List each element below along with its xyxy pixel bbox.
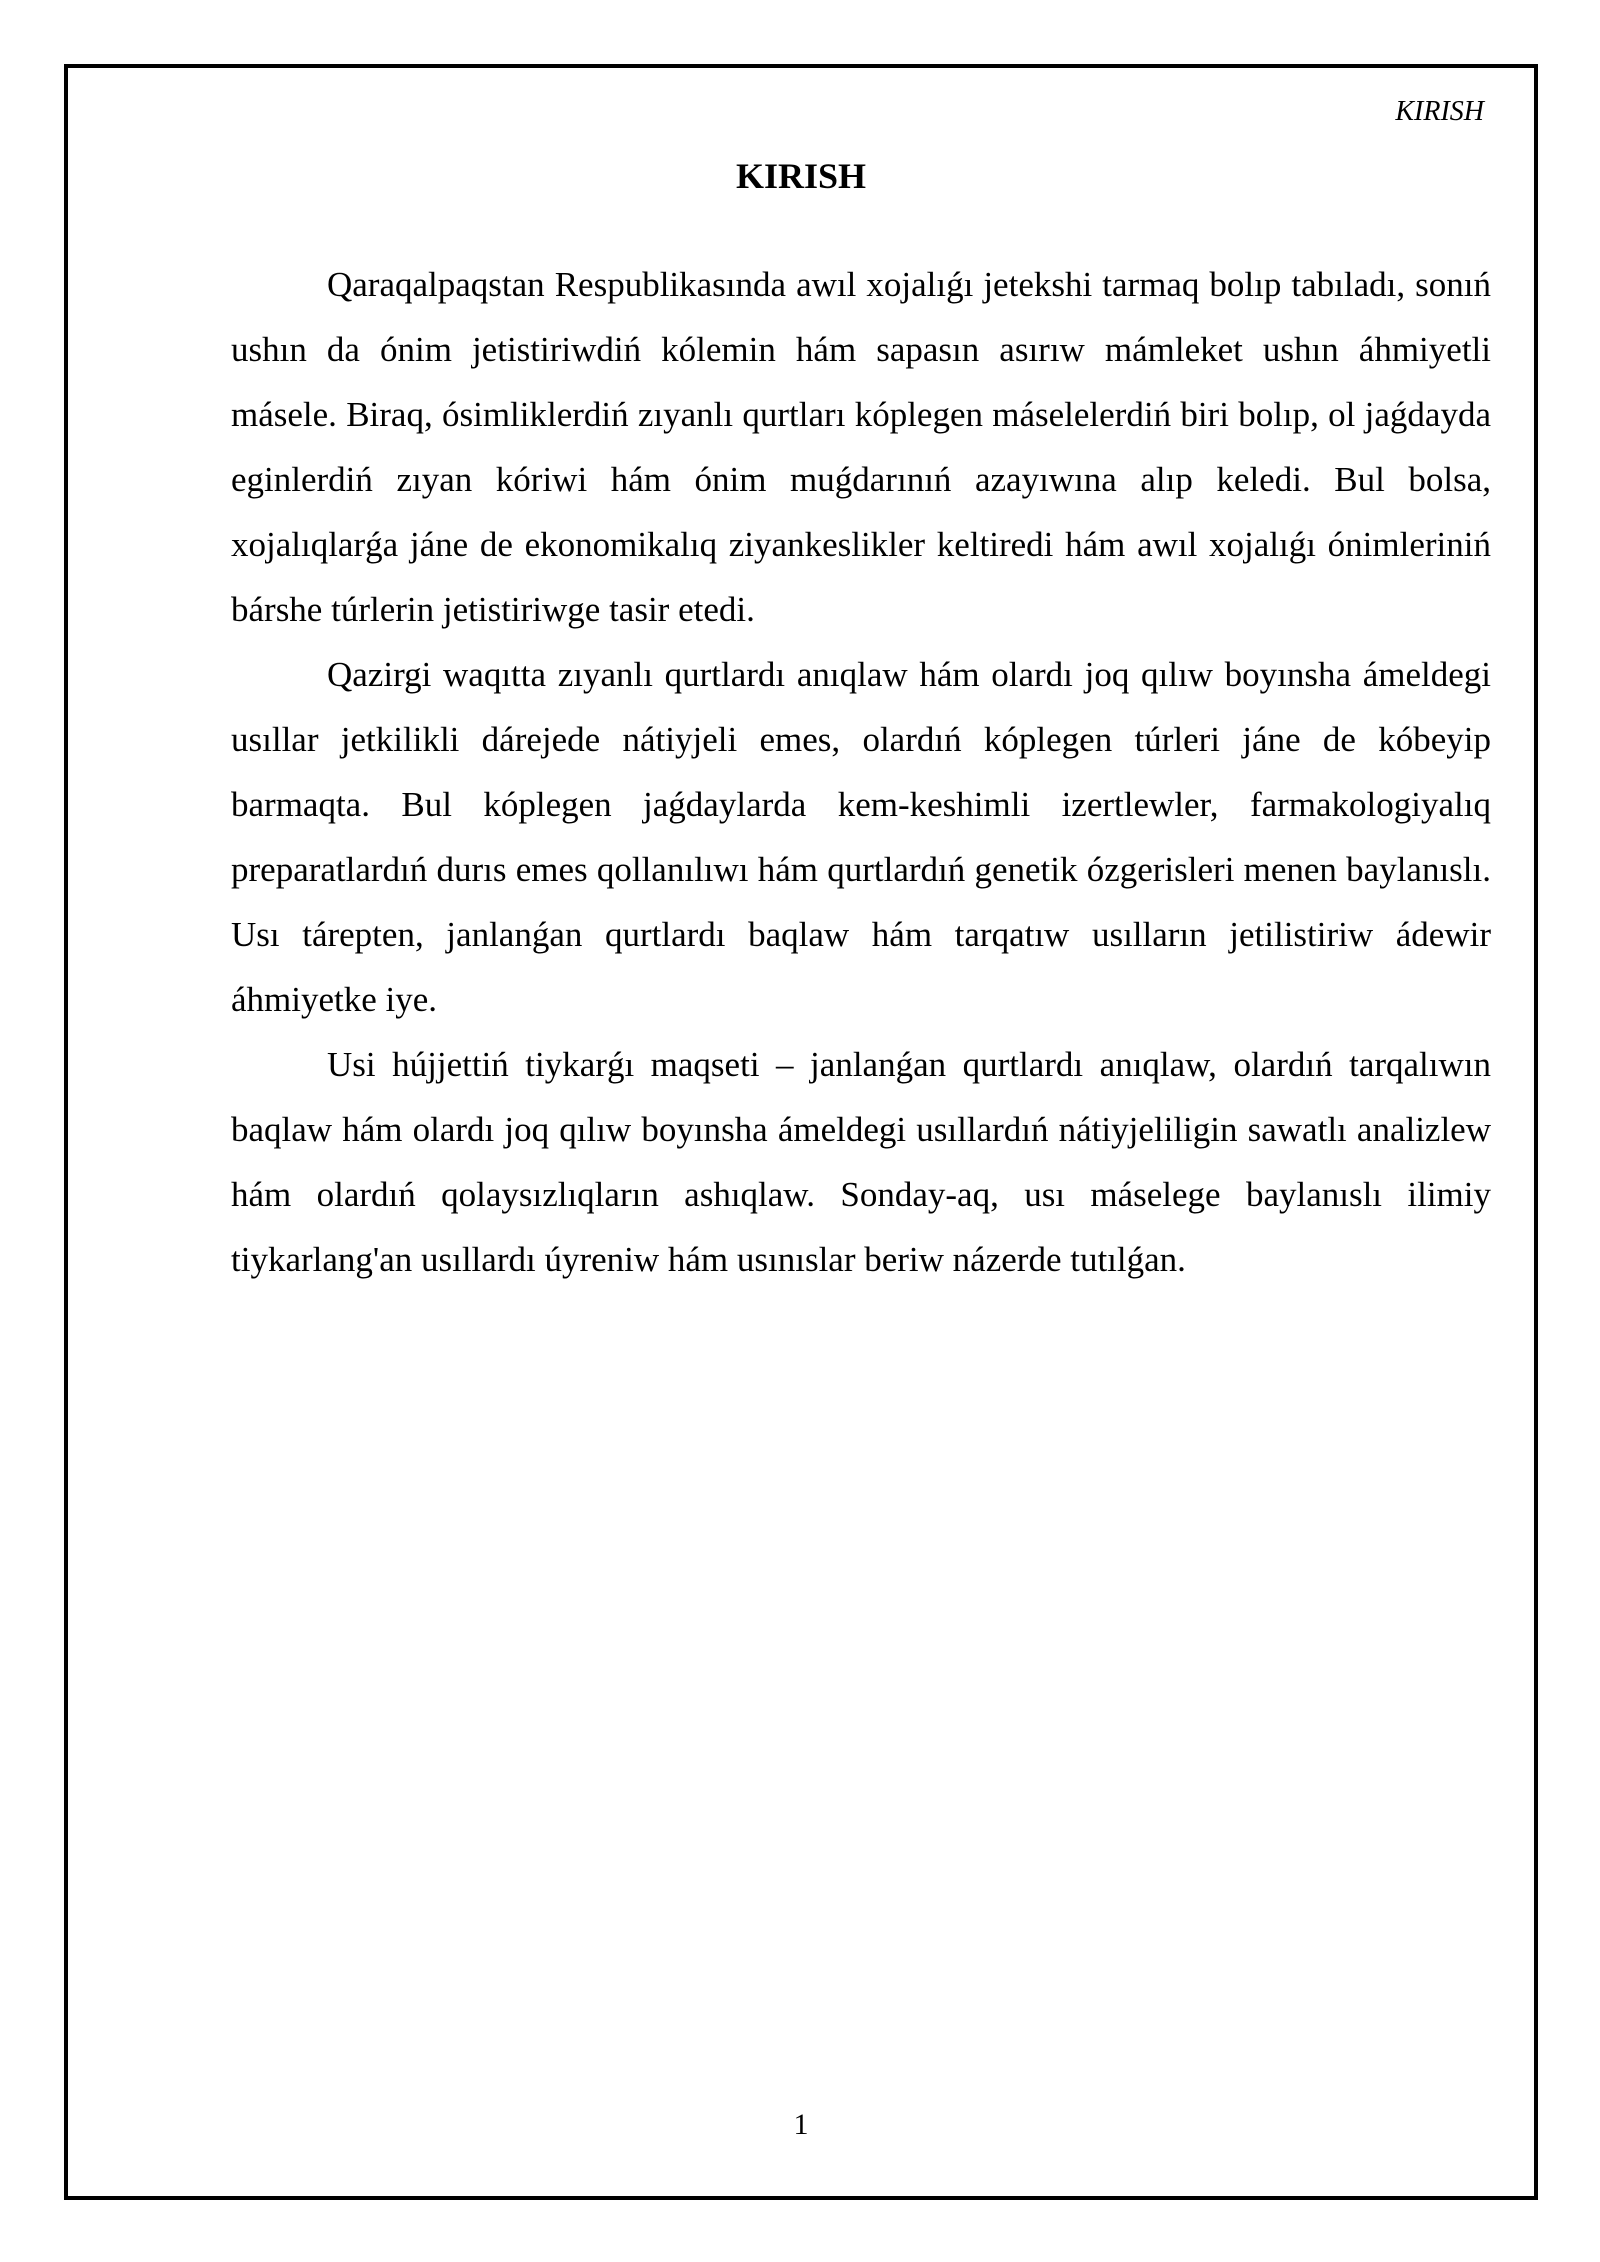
- page-border: [64, 64, 1538, 2200]
- paragraph-3: Usi hújjettiń tiykarǵı maqseti – janlanǵan qurtlardı anıqlaw, olardıń tarqalıwın baqlaw hám olardı joq qılıw boyınsha ámeldegi usıllardıń nátiyjeliligin sawatlı analizlew hám olardıń qolaysızlıqların ashıqlaw. Sonday-aq, usı máselege baylanıslı ilimiy tiykarlang'an usıllardı úyreniw hám usınıslar beriw názerde tutılǵan.: [231, 1045, 1491, 1279]
- paragraph-2: Qazirgi waqıtta zıyanlı qurtlardı anıqlaw hám olardı joq qılıw boyınsha ámeldegi usıllar jetkilikli dárejede nátiyjeli emes, olardıń kóplegen túrleri jáne de kóbeyip barmaqta. Bul kóplegen jaǵdaylarda kem-keshimli izertlewler, farmakologiyalıq preparatlardıń durıs emes qollanılıwı hám qurtlardıń genetik ózgerisleri menen baylanıslı. Usı tárepten, janlanǵan qurtlardı baqlaw hám tarqatıw usılların jetilistiriw ádewir áhmiyetke iye.: [231, 655, 1491, 1019]
- paragraph-1: Qaraqalpaqstan Respublikasında awıl xojalıǵı jetekshi tarmaq bolıp tabıladı, sonıń ushın da ónim jetistiriwdiń kólemin hám sapasın asırıw mámleket ushın áhmiyetli másele. Biraq, ósimliklerdiń zıyanlı qurtları kóplegen máselelerdiń biri bolıp, ol jaǵdayda eginlerdiń zıyan kóriwi hám ónim muǵdarınıń azayıwına alıp keledi. Bul bolsa, xojalıqlarǵa jáne de ekonomikalıq ziyankeslikler keltiredi hám awıl xojalıǵı ónimleriniń bárshe túrlerin jetistiriwge tasir etedi.: [231, 265, 1491, 629]
- page-number: 1: [793, 2108, 809, 2141]
- page-title: KIRISH: [735, 156, 867, 196]
- body-text: [231, 252, 1491, 1292]
- running-header: KIRISH: [1395, 96, 1484, 127]
